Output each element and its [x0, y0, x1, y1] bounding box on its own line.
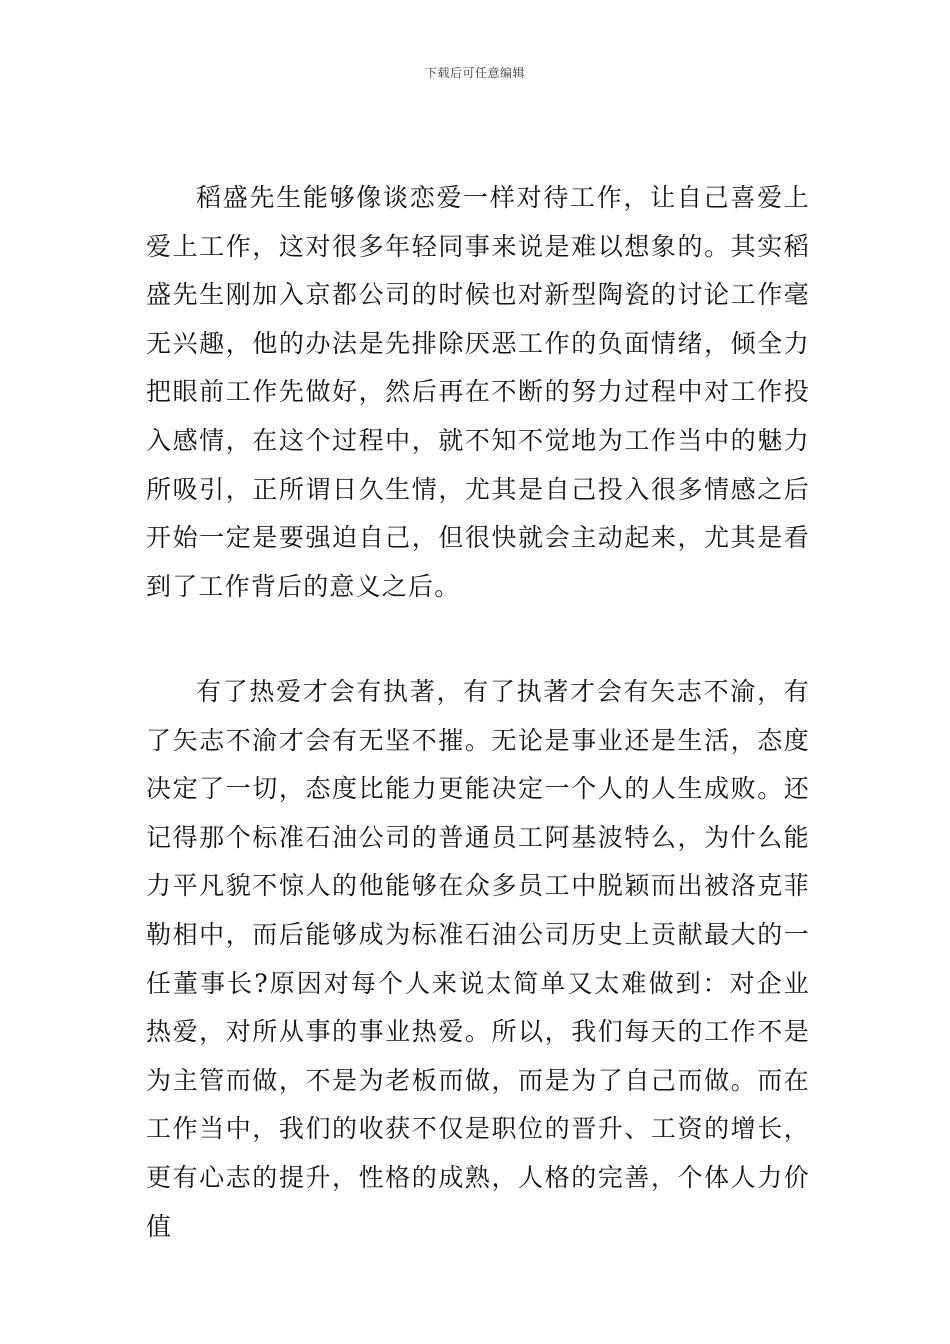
header-note: 下载后可任意编辑 — [424, 66, 525, 80]
body-paragraph-2: 有了热爱才会有执著，有了执著才会有矢志不渝，有了矢志不渝才会有无坚不摧。无论是事业还是生活，态度决定了一切，态度比能力更能决定一个人的人生成败。还记得那个标准石油公司的普通员工阿基波特么，为什么能力平凡貌不惊人的他能够在众多员工中脱颖而出被洛克菲勒相中，而后能够成为标准石油公司历史上贡献最大的一任董事长?原因对每个人来说太简单又太难做到：对企业热爱，对所从事的事业热爱。所以，我们每天的工作不是为主管而做，不是为老板而做，而是为了自己而做。而在工作当中，我们的收获不仅是职位的晋升、工资的增长，更有心志的提升，性格的成熟，人格的完善，个体人力价值 — [146, 677, 810, 1241]
body-paragraph-1: 稻盛先生能够像谈恋爱一样对待工作，让自己喜爱上爱上工作，这对很多年轻同事来说是难以想象的。其实稻盛先生刚加入京都公司的时候也对新型陶瓷的讨论工作毫无兴趣，他的办法是先排除厌恶工作的负面情绪，倾全力把眼前工作先做好，然后再在不断的努力过程中对工作投入感情，在这个过程中，就不知不觉地为工作当中的魅力所吸引，正所谓日久生情，尤其是自己投入很多情感之后开始一定是要强迫自己，但很快就会主动起来，尤其是看到了工作背后的意义之后。 — [146, 183, 810, 601]
